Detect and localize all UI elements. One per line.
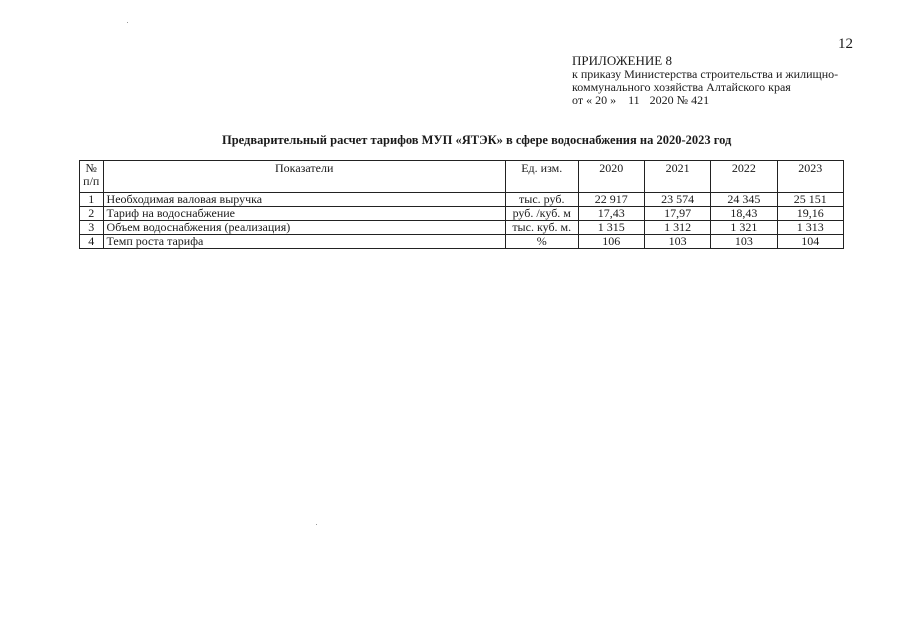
- row-value-2021: 1 312: [644, 221, 710, 235]
- table-row: [80, 207, 844, 221]
- header-year-2022: 2022: [711, 161, 777, 193]
- scan-speck: [316, 524, 317, 525]
- appendix-block: [572, 54, 838, 107]
- row-value-2022: 24 345: [711, 193, 777, 207]
- appendix-line-1: к приказу Министерства строительства и жилищно-: [572, 67, 839, 81]
- appendix-date-line: [572, 94, 838, 107]
- row-value-2021: 103: [644, 235, 710, 249]
- row-indicator: Темп роста тарифа: [103, 235, 505, 249]
- order-month: 11: [628, 93, 640, 107]
- row-value-2023: 104: [777, 235, 843, 249]
- tariff-table: [79, 160, 844, 249]
- appendix-line-2: коммунального хозяйства Алтайского края: [572, 80, 791, 94]
- row-value-2020: 106: [578, 235, 644, 249]
- row-unit: руб. /куб. м: [505, 207, 578, 221]
- row-indicator: Объем водоснабжения (реализация): [103, 221, 505, 235]
- document-title: Предварительный расчет тарифов МУП «ЯТЭК» в сфере водоснабжения на 2020-2023 год: [222, 133, 732, 147]
- row-indicator: Тариф на водоснабжение: [103, 207, 505, 221]
- row-num: 1: [80, 193, 104, 207]
- row-unit: %: [505, 235, 578, 249]
- page-number: 12: [838, 36, 853, 52]
- row-value-2023: 25 151: [777, 193, 843, 207]
- row-num: 3: [80, 221, 104, 235]
- row-value-2021: 17,97: [644, 207, 710, 221]
- row-value-2022: 18,43: [711, 207, 777, 221]
- table-row: [80, 235, 844, 249]
- appendix-heading: ПРИЛОЖЕНИЕ 8: [572, 53, 672, 68]
- row-unit: тыс. руб.: [505, 193, 578, 207]
- order-year-number: 2020 № 421: [649, 93, 710, 107]
- row-num: 2: [80, 207, 104, 221]
- row-value-2020: 17,43: [578, 207, 644, 221]
- row-value-2022: 103: [711, 235, 777, 249]
- header-unit: Ед. изм.: [505, 161, 578, 193]
- order-date-prefix: от « 20 »: [572, 93, 617, 107]
- header-year-2021: 2021: [644, 161, 710, 193]
- header-indicator: Показатели: [103, 161, 505, 193]
- row-indicator: Необходимая валовая выручка: [103, 193, 505, 207]
- header-num: № п/п: [80, 161, 104, 193]
- header-year-2023: 2023: [777, 161, 843, 193]
- row-unit: тыс. куб. м.: [505, 221, 578, 235]
- row-value-2023: 1 313: [777, 221, 843, 235]
- row-value-2022: 1 321: [711, 221, 777, 235]
- header-year-2020: 2020: [578, 161, 644, 193]
- scan-speck: [127, 22, 128, 23]
- row-value-2021: 23 574: [644, 193, 710, 207]
- row-value-2020: 1 315: [578, 221, 644, 235]
- table-row: [80, 221, 844, 235]
- row-value-2023: 19,16: [777, 207, 843, 221]
- row-value-2020: 22 917: [578, 193, 644, 207]
- row-num: 4: [80, 235, 104, 249]
- table-row: [80, 193, 844, 207]
- table-header-row: [80, 161, 844, 193]
